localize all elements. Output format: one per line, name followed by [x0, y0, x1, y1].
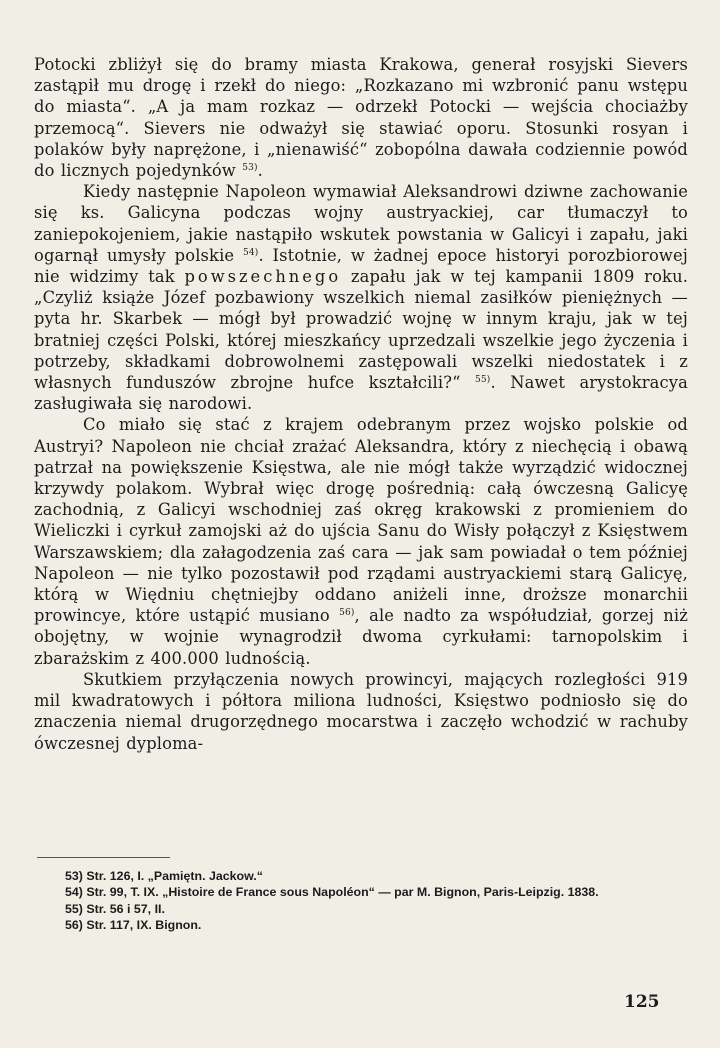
- paragraph-1: Potocki zbliżył się do bramy miasta Krakowa, generał rosyjski Sievers zastąpił mu drogę i rzekł do niego: „Rozkazano mi wzbronić panu wstępu do miasta“. „A ja mam rozkaz — odrzekł Potocki — wejścia chociażby przemocą“. Sievers nie odważył się stawiać oporu. Stosunki rosyan i polaków były naprężone, i „nienawiść“ zobopólna dawała codziennie powód do licznych pojedynków $^{53)}$.: [34, 55, 688, 181]
- paragraph-2-text-a: Kiedy następnie Napoleon wymawiał Aleksandrowi dziwne zachowanie się ks. Galicyna podczas wojny austryackiej, car tłumaczył to zaniepokojeniem, jakie nastąpiło wskutek powstania w Galicyi i zapału, jaki ogarnął umysły polskie: [34, 182, 688, 265]
- footnote-divider: [37, 857, 170, 858]
- footnotes: [37, 868, 690, 934]
- footnote-number: 54): [65, 885, 83, 900]
- footnote-text: Str. 56 i 57, II.: [86, 901, 165, 916]
- paragraph-1-text: Potocki zbliżył się do bramy miasta Krakowa, generał rosyjski Sievers zastąpił mu drogę i rzekł do niego: „Rozkazano mi wzbronić panu wstępu do miasta“. „A ja mam rozkaz — odrzekł Potocki — wejścia chociażby przemocą“. Sievers nie odważył się stawiać oporu. Stosunki rosyan i polaków były naprężone, i „nienawiść“ zobopólna dawała codziennie powód do licznych pojedynków: [34, 55, 688, 181]
- paragraph-2-text-d: . Nawet arystokracya zasługiwała się narodowi.: [34, 373, 689, 414]
- paragraph-4: [34, 669, 688, 754]
- footnote-ref-54: 54): [243, 247, 259, 258]
- paragraph-4-text: Skutkiem przyłączenia nowych prowincyi, mających rozległości 919 mil kwadratowych i półtora miliona ludności, Księstwo podniosło się do znaczenia niemal drugorzędnego mocarstwa i zaczęło wchodzić w rachuby ówczesnej dyploma-: [34, 669, 688, 753]
- footnote-number: 55): [65, 901, 83, 916]
- footnote-text: Str. 99, T. IX. „Histoire de France sous Napoléon“ — par M. Bignon, Paris-Leipzig. 1838.: [86, 885, 599, 900]
- footnote-56: [37, 917, 690, 933]
- footnote-54: [37, 884, 690, 900]
- footnote-ref-56: 56): [339, 608, 355, 619]
- spaced-emphasis: powszechnego: [184, 267, 342, 287]
- footnote-55: [37, 901, 690, 917]
- paragraph-2: [34, 181, 688, 414]
- footnote-number: 56): [65, 918, 83, 933]
- footnote-text: Str. 117, IX. Bignon.: [86, 918, 202, 933]
- paragraph-3-text-b: , ale nadto za współudział, gorzej niż obojętny, w wojnie wynagrodził dwoma cyrkułami: tarnopolskim i zbarażskim z 400.000 ludnością.: [34, 606, 688, 668]
- paragraph-3: [34, 414, 688, 668]
- footnote-number: 53): [65, 869, 83, 883]
- footnote-ref-53: 53): [242, 163, 258, 174]
- paragraph-2-text-c: zapału jak w tej kampanii 1809 roku. „Czyliż książe Józef pozbawiony wszelkich niemal zasiłków pieniężnych — pyta hr. Skarbek — mógł był prowadzić wojnę w innym kraju, jak w tej bratniej części Polski, której mieszkańcy uprzedzali wszelkie jego życzenia i potrzeby, składkami dobrowolnemi zastępowali wszelki niedostatek i z własnych funduszów zbrojne hufce kształcili?“: [34, 267, 689, 393]
- body-text: [34, 54, 688, 754]
- footnote-53: [37, 868, 690, 884]
- footnote-ref-55: 55): [475, 375, 491, 386]
- paragraph-2-text-b: . Istotnie, w żadnej epoce historyi porozbiorowej nie widzimy tak: [34, 245, 688, 287]
- paragraph-3-text-a: Co miało się stać z krajem odebranym przez wojsko polskie od Austryi? Napoleon nie chciał zrażać Aleksandra, który z niechęcią i obawą patrzał na powiększenie Księstwa, ale nie mógł także wyrządzić widocznej krzywdy polakom. Wybrał więc drogę pośrednią: całą ówczesną Galicyę zachodnią, z Galicyi wschodniej zaś okręg krakowski z promieniem do Wieliczki i cyrkuł zamojski aż do ujścia Sanu do Wisły połączył z Księstwem Warszawskiem; dla załagodzenia zaś cara — jak sam powiadał o tem później Napoleon — nie tylko pozostawił pod rządami austryackiemi starą Galicyę, którą w Więdniu chętniejby oddano aniżeli inne, droższe monarchii prowincye, które ustąpić musiano: [34, 415, 688, 626]
- page-number: 125: [624, 992, 660, 1012]
- footnote-text: Str. 126, I. „Pamiętn. Jackow.“: [86, 869, 263, 883]
